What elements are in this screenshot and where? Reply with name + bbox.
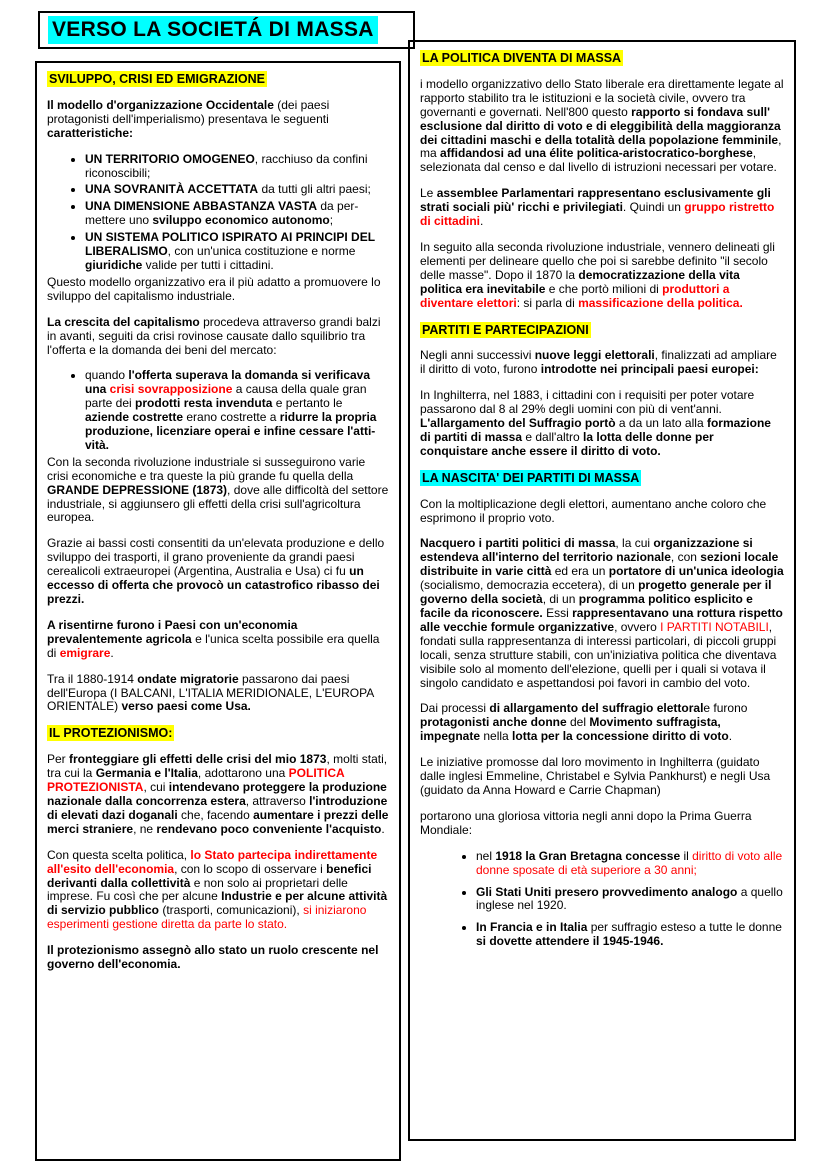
text-segment: l'offerta superava la domanda si verificava una [85,368,371,397]
text-segment: i modello organizzativo dello Stato liberale era direttamente legate al rapporto stabilito tra le istituzioni e la società civile, ovvero tra governanti e governati. Nell'800 questo [420,76,784,119]
text-segment: . [728,729,733,744]
text-segment: . [110,645,114,660]
text-segment: fronteggiare gli effetti delle crisi del mio 1873 [69,752,327,767]
text-segment: introdotte nei principali paesi europei: [540,362,759,377]
text-segment: rapporto si fondava sull' esclusione dal diritto di voto e di eleggibilità della maggioranza dei cittadini maschi e della totalità della popolazione femminile [420,104,781,147]
text-segment: La crescita del capitalismo [47,314,200,329]
text-segment: procedeva attraverso grandi balzi in avanti, seguiti da crisi rovinose causate dallo squilibrio tra l'offerta e la domanda dei beni del mercato: [47,314,381,357]
text-segment: Con la seconda rivoluzione industriale si susseguirono varie crisi economiche e tra queste la più grande fu quella della [47,454,366,483]
text-segment: In seguito alla seconda rivoluzione industriale, vennero delineati gli elementi per delineare quello che poi si sarebbe definito "il secolo delle masse". Dopo il 1870 la [420,239,775,282]
text-segment: UNA SOVRANITÀ ACCETTATA [85,182,259,197]
text-segment: , con un'unica costituzione e norme [167,244,356,259]
paragraph [47,276,389,304]
text-segment: Germania e l'Italia [95,766,198,781]
text-segment: formazione di partiti di massa [420,416,771,444]
text-segment: Per [47,752,70,767]
paragraph [47,537,389,607]
section-heading: IL PROTEZIONISMO: [49,726,173,741]
text-segment: si dovette attendere il 1945-1946. [476,934,664,949]
text-segment: valide per tutti i cittadini. [142,257,274,272]
paragraph [420,810,784,838]
text-segment: , cui [143,780,169,795]
text-segment: Essi [542,606,573,620]
text-segment: Industrie e per alcune attività di servizio pubblico [47,889,388,918]
text-segment: 1918 la Gran Bretagna concesse [495,848,681,863]
section-heading: LA POLITICA DIVENTA DI MASSA [422,51,622,65]
text-segment: del [566,715,590,730]
text-segment: : si parla di [516,295,579,310]
text-segment: , con [670,550,701,565]
text-segment: e pertanto le [272,396,343,411]
text-segment: , finalizzati ad ampliare il diritto di voto, furono [420,348,777,377]
text-segment: organizzazione si estendeva all'interno del territorio nazionale [420,536,753,565]
text-segment: e che portò milioni di [545,281,663,296]
text-segment: di allargamento del suffragio elettoral [489,701,704,716]
text-segment: si iniziarono esperimenti gestione diretta da parte lo stato. [47,903,367,932]
text-segment: , racchiuso da confini riconoscibili; [85,151,368,180]
text-segment: lo Stato partecipa indirettamente all'esito dell'economia [47,847,378,876]
paragraph [420,702,784,744]
paragraph [47,456,389,526]
paragraph [420,78,784,175]
text-segment: un eccesso di offerta che provocò un catastrofico ribasso dei prezzi. [47,564,380,606]
paragraph [420,349,784,377]
text-segment: massificazione della politica. [578,295,743,310]
list-item [85,153,389,181]
text-segment: intendevano proteggere la produzione nazionale dalla concorrenza estera [47,780,387,808]
text-segment: emigrare [59,645,111,660]
text-segment: per suffragio esteso a tutte le donne [587,920,782,935]
text-segment: , con lo scopo di osservare i [174,861,327,876]
text-segment: rappresentavano una rottura rispetto alle vecchie formule organizzative [420,606,783,634]
text-segment: e dall'altro [522,429,584,444]
text-segment: prodotti resta invenduta [135,396,273,411]
text-segment: , la cui [615,536,654,551]
document-title: VERSO LA SOCIETÁ DI MASSA [48,16,378,44]
text-segment: , dove alle difficoltà del settore industriale, si aggiunsero gli effetti della crisi sull'agricoltura europea. [47,482,389,525]
text-segment: verso paesi come Usa. [121,699,251,714]
text-segment: ondate migratorie [137,671,239,686]
text-segment: crisi sovrapposizione [109,382,233,397]
list-item [85,369,389,452]
paragraph [47,619,389,661]
text-segment: sviluppo economico autonomo [152,213,330,228]
text-segment: affidandosi ad una élite politica-aristocratico-borghese [440,146,753,161]
paragraph [420,498,784,526]
bullet-list [47,369,389,452]
text-segment: la lotta delle donne per conquistare anche essere il diritto di voto. [420,429,714,458]
paragraph [47,753,389,836]
text-segment: assemblee Parlamentari rappresentano esclusivamente gli strati sociali più' ricchi e privilegiati [420,186,771,215]
text-segment: I PARTITI NOTABILI [660,619,769,634]
text-segment: , ma [420,132,782,161]
text-segment: gruppo ristretto di cittadini [420,200,775,229]
text-segment: (trasporti, comunicazioni), [159,903,304,918]
text-segment: In Francia e in Italia [476,920,588,935]
text-segment: sezioni locale distribuite in varie città [420,550,779,579]
text-segment: . [480,214,484,229]
text-segment: protagonisti anche donne [420,715,567,730]
text-segment: Gli Stati Uniti presero provvedimento analogo [476,884,738,899]
text-segment: Con questa scelta politica, [47,847,191,862]
text-segment: aziende costrette [85,410,184,425]
text-segment: Tra il 1880-1914 [47,671,138,686]
text-segment: erano costrette a [183,410,280,425]
text-segment: portarono una gloriosa vittoria negli anni dopo la Prima Guerra Mondiale: [420,808,752,837]
text-segment: a quello inglese nel 1920. [476,884,783,913]
text-segment: programma politico esplicito e facile da riconoscere. [420,592,753,620]
text-segment: aumentare i prezzi delle merci straniere [47,807,389,836]
text-segment: nuove leggi elettorali [534,348,655,363]
text-segment: Questo modello organizzativo era il più adatto a promuovere lo sviluppo del capitalismo industriale. [47,274,381,303]
heading-block [47,726,389,741]
paragraph [47,944,389,972]
paragraph [47,316,389,358]
paragraph [420,389,784,459]
text-segment: (dei paesi protagonisti dell'imperialismo) presentava le seguenti [47,97,330,126]
text-segment: Il modello d'organizzazione Occidentale [47,97,274,112]
text-segment: ridurre la propria produzione, licenziare operai e infine cessare l'atti-vità. [85,410,377,452]
heading-block [420,471,784,486]
text-segment: Dai processi [420,701,490,716]
text-segment: giuridiche [85,257,143,272]
text-segment: portatore di un'unica ideologia [608,564,784,579]
text-segment: a causa della quale gran parte dei [85,382,367,411]
text-segment: Nacquero i partiti politici di massa [420,536,616,551]
text-segment: Le iniziative promosse dal loro movimento in Inghilterra (guidato dalle inglesi Emmeline, Christabel e Sylvia Pankhurst) e negli Usa (guidato da Anna Howard e Carrie Chapman) [420,755,771,797]
text-segment: e l'unica scelta possibile era quella di [47,631,380,660]
text-segment: POLITICA PROTEZIONISTA [47,766,345,795]
heading-block [47,72,389,87]
text-segment: GRANDE DEPRESSIONE (1873) [47,482,228,497]
text-segment: progetto generale per il governo della società [420,578,772,607]
text-segment: , molti stati, tra cui la [47,752,388,781]
heading-block [420,323,784,338]
text-segment: da per-mettere uno [85,199,359,228]
text-segment: ; [329,213,334,228]
text-segment: Movimento suffragista, impegnate [420,715,721,744]
text-segment: a da un lato alla [615,416,707,431]
text-segment: e furono [703,701,748,716]
text-segment: che, facendo [177,807,254,822]
list-item [85,231,389,273]
text-segment: . [381,821,385,836]
text-segment: ed era un [551,564,609,579]
text-segment: , ne [133,821,157,836]
paragraph [47,673,389,715]
text-segment: lotta per la concessione diritto di voto [512,729,729,744]
paragraph [420,756,784,798]
text-segment: produttori a diventare elettori [420,281,730,310]
title-box [38,11,415,49]
text-segment: democratizzazione della vita politica era inevitabile [420,267,740,296]
text-segment: Le [420,186,437,201]
section-heading: LA NASCITA' DEI PARTITI DI MASSA [422,470,640,485]
text-segment: , di un [542,592,579,607]
text-segment: passarono dai paesi dell'Europa (I BALCANI, L'ITALIA MERIDIONALE, L'EUROPA ORIENTALE) [47,671,374,714]
list-item [476,886,784,914]
text-segment: A risentirne furono i Paesi con un'economia prevalentemente agricola [47,617,298,646]
text-segment: , fondati sulla rappresentanza di interessi particolari, di piccoli gruppi locali, senza strutture stabili, con un'iniziativa politica che diventava visibile solo al momento dell'elezione, quelli per i quali si votava il singolo candidato e aspettandosi poi favori in cambio del voto. [420,619,777,690]
text-segment: , adottarono una [197,766,289,781]
text-segment: L'allargamento del Suffragio portò [420,416,616,431]
text-segment: Con la moltiplicazione degli elettori, aumentano anche coloro che esprimono il proprio voto. [420,496,767,525]
text-segment: , attraverso [245,793,310,808]
text-segment: quando [85,368,129,383]
text-segment: Il protezionismo assegnò allo stato un ruolo crescente nel governo dell'economia. [47,943,379,972]
text-segment: UN SISTEMA POLITICO ISPIRATO AI PRINCIPI DEL LIBERALISMO [85,230,375,259]
left-column [35,61,401,1161]
text-segment: In Inghilterra, nel 1883, i cittadini con i requisiti per poter votare passarono dal 8 al 29% degli uomini con più di vent'anni. [420,388,755,417]
text-segment: (socialismo, democrazia eccetera), di un [420,578,639,593]
list-item [476,921,784,949]
text-segment: rendevano poco conveniente l'acquisto [156,821,382,836]
text-segment: Negli anni successivi [420,348,535,363]
text-segment: Grazie ai bassi costi consentiti da un'elevata produzione e dello sviluppo dei trasporti, il grano proveniente da grandi paesi cerealicoli extraeuropei (Argentina, Australia e Usa) ci fu [47,536,385,579]
right-column [408,40,796,1141]
text-segment: , selezionata dal censo e dal livello di istruzioni necessari per votare. [420,146,777,175]
list-item [476,850,784,878]
text-segment: . Quindi un [622,200,685,215]
text-segment: , ovvero [614,619,661,634]
list-item [85,183,389,197]
paragraph [420,537,784,690]
text-segment: diritto di voto alle donne sposate di età superiore a 30 anni; [476,848,783,877]
heading-block [420,51,784,66]
paragraph [420,187,784,229]
text-segment: benefici derivanti dalla collettività [47,861,372,890]
text-segment: da tutti gli altri paesi; [258,182,371,197]
bullet-list [420,850,784,949]
text-segment: nel [476,848,496,863]
paragraph [420,241,784,311]
text-segment: UN TERRITORIO OMOGENEO [85,151,255,166]
text-segment: e non solo ai proprietari delle imprese. Fu così che per alcune [47,875,348,904]
paragraph [47,99,389,141]
section-heading: PARTITI E PARTECIPAZIONI [422,322,589,337]
text-segment: nella [480,729,513,744]
bullet-list [47,153,389,273]
text-segment: l'introduzione di elevati dazi doganali [47,793,388,822]
text-segment: caratteristiche: [47,125,134,140]
list-item [85,200,389,228]
section-heading: SVILUPPO, CRISI ED EMIGRAZIONE [49,72,265,86]
text-segment: il [680,848,693,863]
paragraph [47,849,389,932]
text-segment: UNA DIMENSIONE ABBASTANZA VASTA [85,199,317,214]
